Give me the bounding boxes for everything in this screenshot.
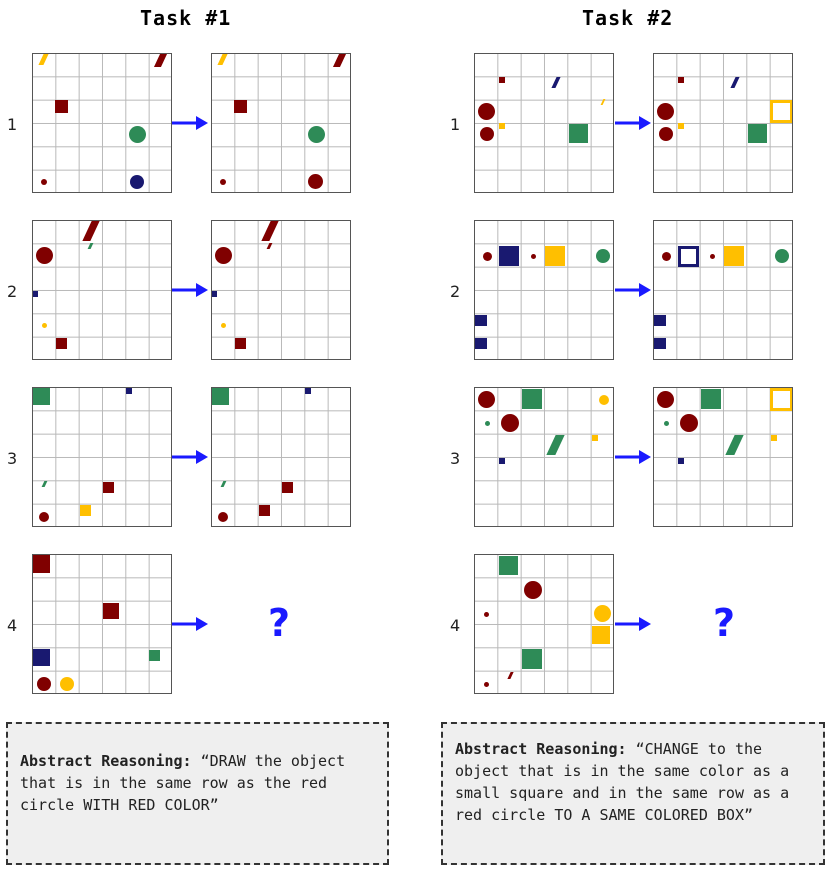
yellow-circle [42,323,47,328]
green-parallelogram [88,243,94,249]
yellow-square [724,246,744,266]
task-2-reasoning-label: Abstract Reasoning: [455,740,627,758]
yellow-box [770,100,793,123]
task-2-row-label-2: 2 [450,282,461,301]
red-parallelogram [261,221,278,241]
red-square [103,482,114,493]
red-square [499,77,505,83]
task-1-title: Task #1 [140,6,232,30]
task-2-row-3-input-grid [474,387,614,527]
arrow-icon [172,449,208,465]
red-circle [478,103,495,120]
red-parallelogram [507,672,513,679]
green-circle [664,421,669,426]
navy-square [499,246,519,266]
task-1-question-mark: ? [268,601,291,645]
yellow-parallelogram [217,54,227,65]
task-1-row-2-input-grid [32,220,172,360]
yellow-square [592,435,598,441]
navy-square [33,649,50,666]
red-circle [36,247,53,264]
yellow-circle [221,323,226,328]
task-1-row-label-4: 4 [7,616,18,635]
red-parallelogram [267,243,273,249]
task-1-row-1-output-grid [211,53,351,193]
task-2-row-label-1: 1 [450,115,461,134]
task-1-row-3-output-grid [211,387,351,527]
yellow-parallelogram [601,99,606,105]
yellow-box [770,388,793,411]
yellow-square [80,505,91,516]
yellow-circle [599,395,609,405]
green-square [33,388,50,405]
red-parallelogram [333,54,346,67]
red-square [259,505,270,516]
green-square [701,389,721,409]
navy-circle [130,175,144,189]
green-circle [596,249,610,263]
navy-square [678,458,684,464]
red-square [234,100,247,113]
yellow-square [499,123,505,129]
navy-square [654,338,666,349]
red-circle [680,414,698,432]
arrow-icon [615,616,651,632]
yellow-circle [594,605,611,622]
task-2-row-4-input-grid [474,554,614,694]
arrow-icon [615,449,651,465]
red-square [235,338,246,349]
yellow-square [771,435,777,441]
task-2-row-label-4: 4 [450,616,461,635]
red-square [56,338,67,349]
task-1-reasoning-box [6,722,389,865]
task-1-row-1-input-grid [32,53,172,193]
navy-square [33,291,38,297]
green-circle [485,421,490,426]
green-square [149,650,160,661]
task-1-row-label-3: 3 [7,449,18,468]
task-1-row-4-input-grid [32,554,172,694]
task-2-row-1-input-grid [474,53,614,193]
task-2-reasoning-box [441,722,825,865]
yellow-circle [60,677,74,691]
navy-square [499,458,505,464]
red-circle [37,677,51,691]
navy-box [678,246,699,267]
red-circle [710,254,715,259]
red-circle [657,103,674,120]
red-circle [524,581,542,599]
red-circle [484,612,489,617]
task-2-row-1-output-grid [653,53,793,193]
red-circle [657,391,674,408]
green-square [569,124,588,143]
red-parallelogram [82,221,99,241]
yellow-square [678,123,684,129]
red-circle [501,414,519,432]
red-square [103,603,119,619]
green-square [748,124,767,143]
green-circle [129,126,146,143]
yellow-square [545,246,565,266]
red-parallelogram [154,54,167,67]
task-1-row-label-2: 2 [7,282,18,301]
yellow-parallelogram [38,54,48,65]
red-square [33,555,50,573]
red-circle [218,512,228,522]
red-circle [531,254,536,259]
task-2-reasoning-text: “CHANGE to the object that is in the same color as a small square and in the same row as a red circle TO A SAME COLORED BOX” [455,740,790,824]
red-circle [39,512,49,522]
arrow-icon [172,115,208,131]
task-2-question-mark: ? [713,601,736,645]
task-2-row-2-input-grid [474,220,614,360]
task-1-row-label-1: 1 [7,115,18,134]
task-2-title: Task #2 [582,6,674,30]
red-square [55,100,68,113]
red-circle [41,179,47,185]
navy-square [475,338,487,349]
arrow-icon [615,115,651,131]
green-square [212,388,229,405]
task-2-row-label-3: 3 [450,449,461,468]
red-circle [480,127,494,141]
task-1-reasoning-text: “DRAW the object that is in the same row as the red circle WITH RED COLOR” [20,752,346,814]
red-circle [478,391,495,408]
green-parallelogram [42,481,48,487]
task-1-row-2-output-grid [211,220,351,360]
task-2-row-3-output-grid [653,387,793,527]
red-square [678,77,684,83]
red-circle [484,682,489,687]
green-parallelogram [546,435,564,455]
navy-parallelogram [551,77,560,88]
green-circle [775,249,789,263]
red-circle [220,179,226,185]
arrow-icon [172,616,208,632]
red-circle [662,252,671,261]
navy-square [475,315,487,326]
red-circle [308,174,323,189]
task-1-reasoning-label: Abstract Reasoning: [20,752,192,770]
navy-square [654,315,666,326]
yellow-square [592,626,610,644]
navy-square [126,388,132,394]
red-circle [659,127,673,141]
arrow-icon [615,282,651,298]
navy-square [305,388,311,394]
green-circle [308,126,325,143]
navy-square [212,291,217,297]
green-parallelogram [221,481,227,487]
arrow-icon [172,282,208,298]
green-parallelogram [725,435,743,455]
green-square [522,389,542,409]
task-2-row-2-output-grid [653,220,793,360]
red-circle [483,252,492,261]
green-square [499,556,518,575]
red-circle [215,247,232,264]
red-square [282,482,293,493]
green-square [522,649,542,669]
navy-parallelogram [730,77,739,88]
task-1-row-3-input-grid [32,387,172,527]
